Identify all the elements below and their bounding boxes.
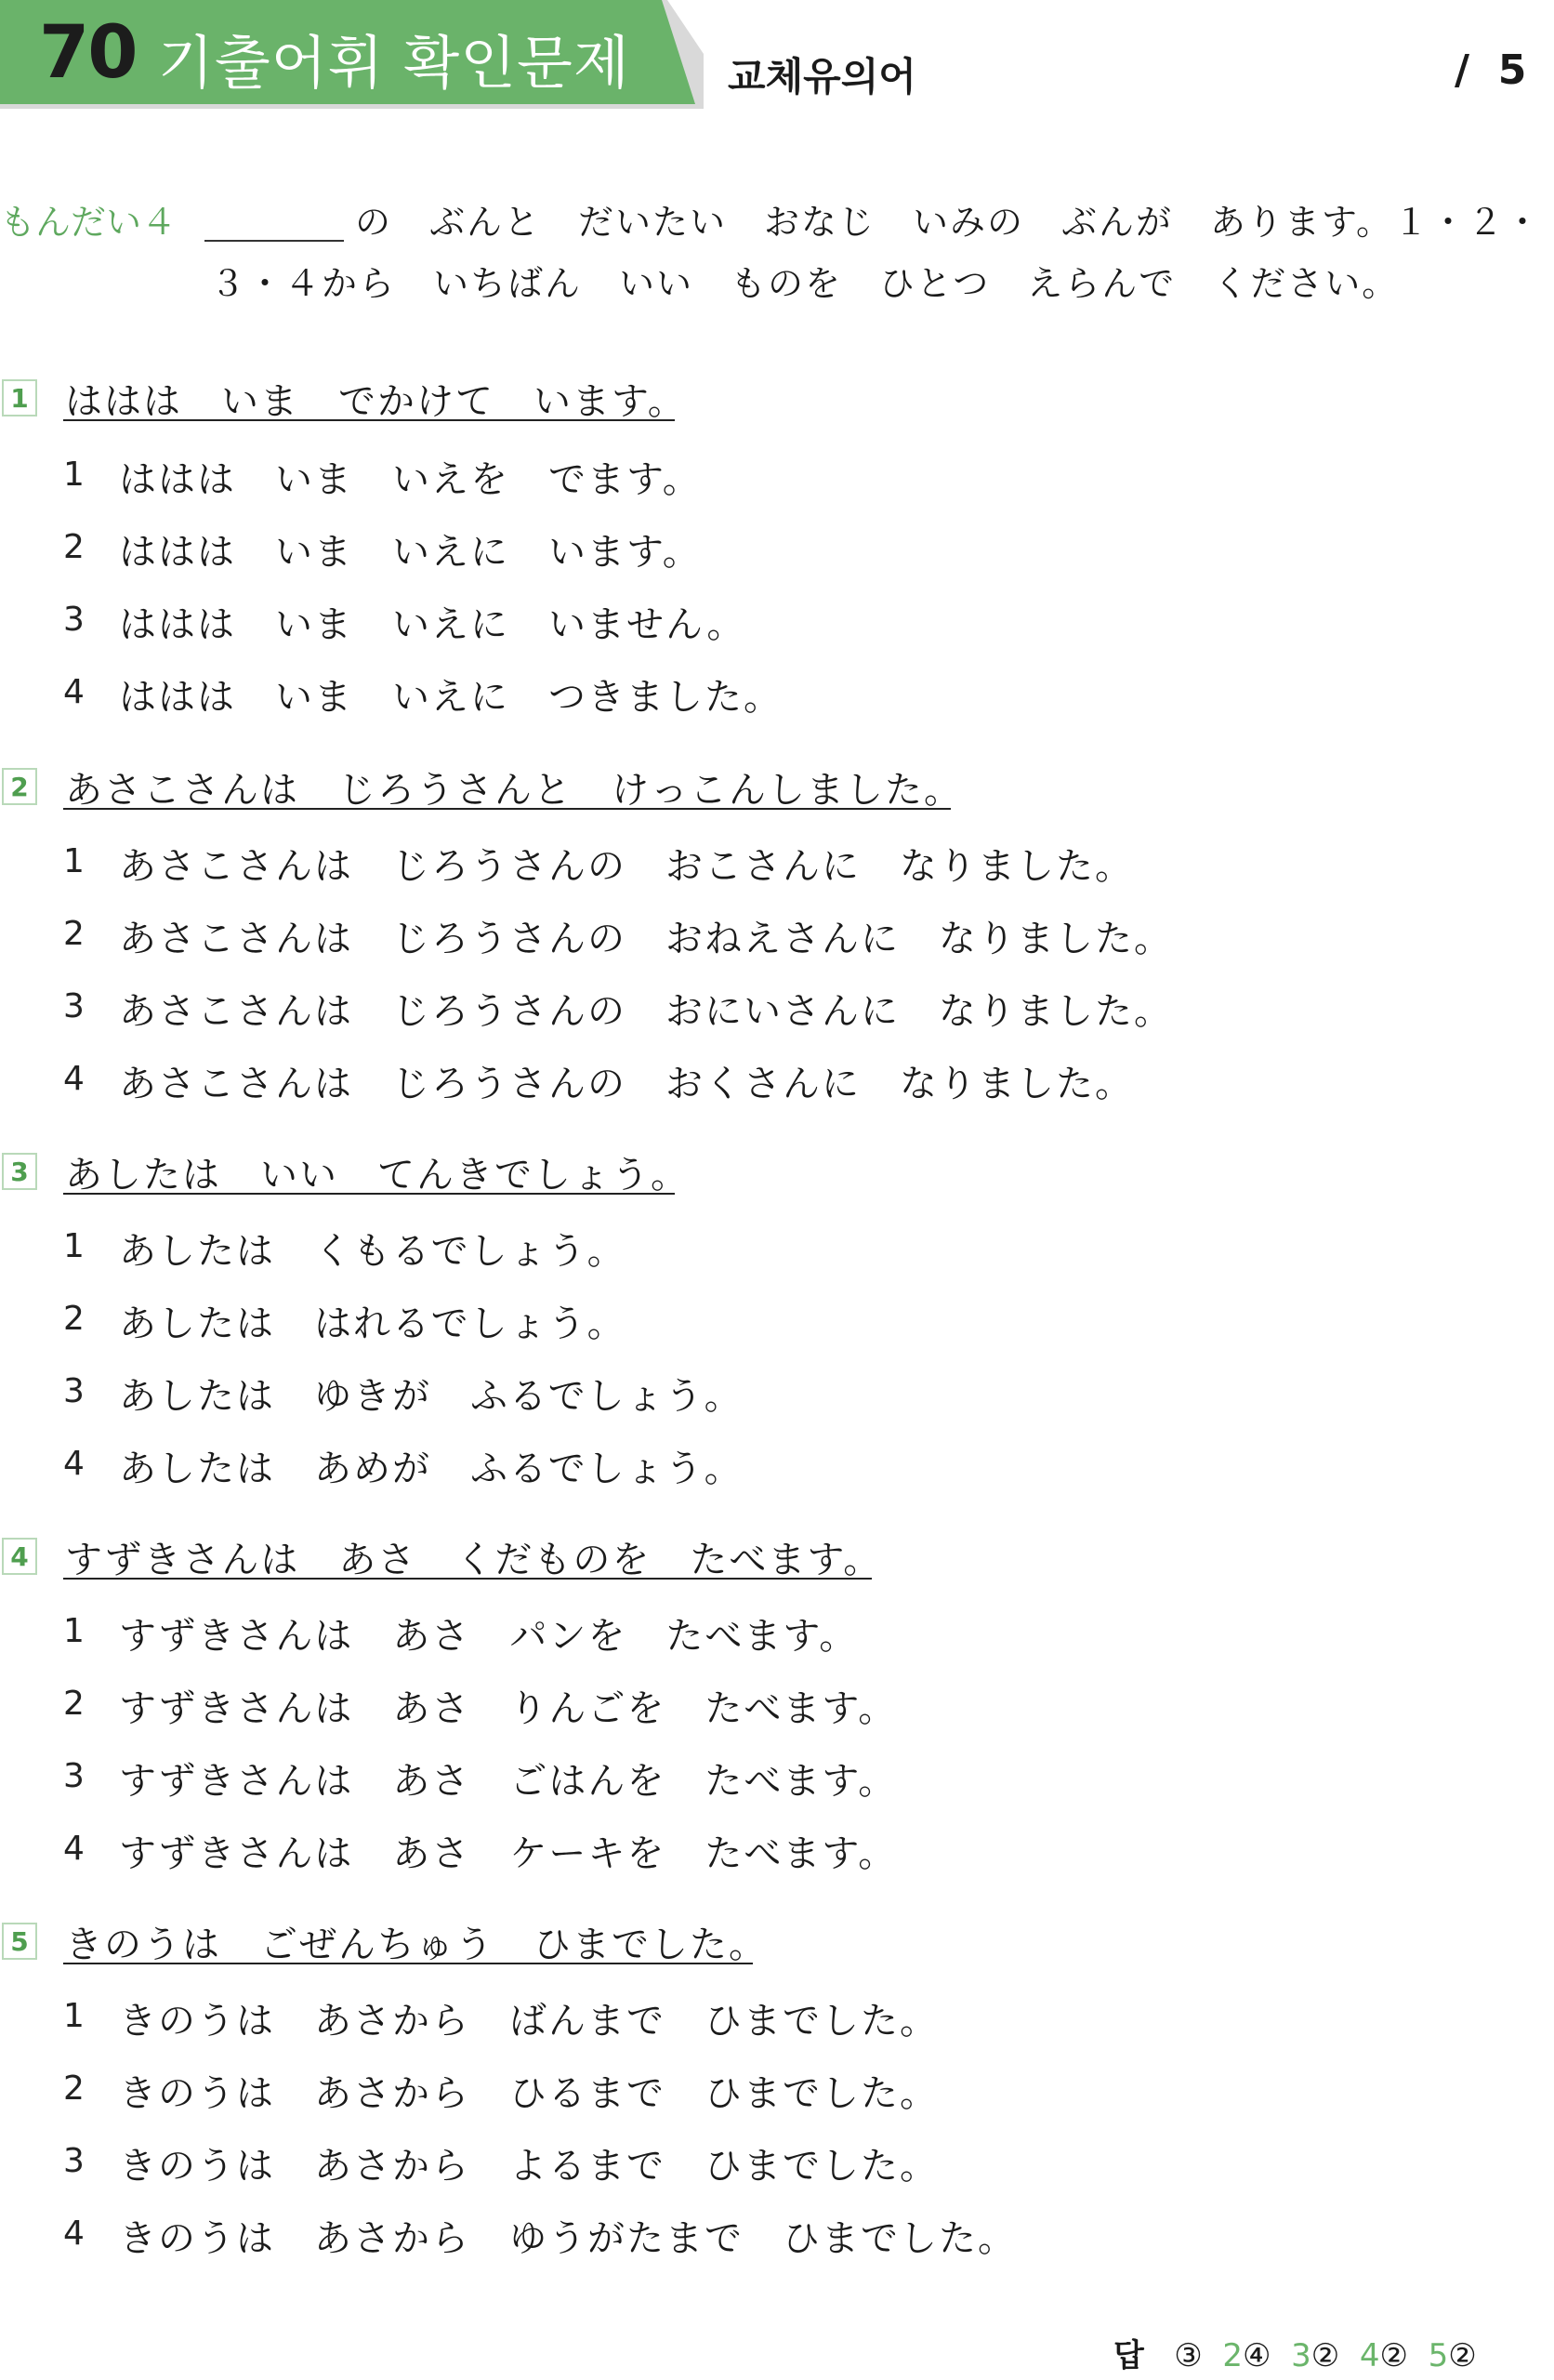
- answer-key: [1113, 2330, 1477, 2375]
- option-text[interactable]: あさこさんは じろうさんの おねえさんに なりました。: [119, 918, 1173, 960]
- question-text: ははは いま でかけて います。: [65, 380, 687, 423]
- option-number: 1: [63, 1612, 85, 1650]
- answer-key-item: ③: [1174, 2337, 1203, 2374]
- option-text[interactable]: あさこさんは じろうさんの おくさんに なりました。: [119, 1063, 1134, 1105]
- question-underline: [63, 1578, 872, 1580]
- option-number: 4: [63, 673, 85, 711]
- answer-key-number: 3: [1291, 2337, 1311, 2374]
- option-number: 3: [63, 2142, 85, 2180]
- option-text[interactable]: ははは いま いえを でます。: [119, 458, 702, 501]
- option-number: 3: [63, 1372, 85, 1410]
- option-number: 4: [63, 1830, 85, 1868]
- option-text[interactable]: ははは いま いえに います。: [119, 531, 702, 574]
- question-text: あさこさんは じろうさんと けっこんしました。: [65, 769, 963, 812]
- score-box: / 5: [1455, 46, 1527, 94]
- answer-key-item: ②: [1310, 2337, 1340, 2374]
- chapter-number: 70: [39, 11, 137, 95]
- option-number: 4: [63, 1060, 85, 1098]
- question-text: すずきさんは あさ くだものを たべます。: [65, 1539, 883, 1581]
- option-number: 1: [63, 842, 85, 880]
- answer-key-number: 4: [1359, 2337, 1380, 2374]
- option-number: 1: [63, 456, 85, 494]
- answer-key-number: 2: [1222, 2337, 1244, 2374]
- answer-key-label: 답: [1113, 2337, 1144, 2374]
- question-underline: [63, 1963, 753, 1964]
- question-number: 1: [2, 379, 37, 416]
- option-number: 3: [63, 601, 85, 639]
- option-number: 2: [63, 1685, 85, 1723]
- question-text: きのうは ごぜんちゅう ひまでした。: [65, 1924, 768, 1966]
- answer-key-item: ④: [1243, 2337, 1271, 2374]
- option-text[interactable]: きのうは あさから よるまで ひまでした。: [119, 2145, 939, 2188]
- option-text[interactable]: すずきさんは あさ ごはんを たべます。: [119, 1760, 898, 1803]
- option-text[interactable]: きのうは あさから ゆうがたまで ひまでした。: [119, 2217, 1017, 2260]
- question-number: 4: [2, 1538, 37, 1575]
- option-number: 3: [63, 1757, 85, 1795]
- option-number: 3: [63, 987, 85, 1025]
- option-number: 4: [63, 1445, 85, 1483]
- option-number: 2: [63, 2069, 85, 2108]
- answer-key-item: ②: [1379, 2337, 1409, 2374]
- instruction-text-line2: ３・４から いちばん いい ものを ひとつ えらんで ください。: [210, 263, 1400, 304]
- question-number: 2: [2, 768, 37, 805]
- option-text[interactable]: きのうは あさから ばんまで ひまでした。: [119, 2000, 939, 2043]
- instruction-blank-line: [204, 240, 344, 242]
- instruction-text-line1: の ぶんと だいたい おなじ いみの ぶんが あります。１・２・: [355, 202, 1542, 243]
- option-text[interactable]: あしたは はれるでしょう。: [119, 1302, 626, 1345]
- option-number: 4: [63, 2215, 85, 2253]
- question-underline: [63, 808, 951, 810]
- option-text[interactable]: きのうは あさから ひるまで ひまでした。: [119, 2072, 939, 2115]
- option-number: 1: [63, 1997, 85, 2035]
- question-number: 5: [2, 1923, 37, 1960]
- option-number: 2: [63, 528, 85, 566]
- chapter-title: 기출어휘 확인문제: [158, 29, 630, 97]
- question-underline: [63, 1193, 675, 1195]
- option-text[interactable]: ははは いま いえに いません。: [119, 603, 746, 646]
- option-number: 2: [63, 915, 85, 953]
- option-number: 2: [63, 1300, 85, 1338]
- option-text[interactable]: あしたは あめが ふるでしょう。: [119, 1448, 744, 1490]
- option-text[interactable]: あさこさんは じろうさんの おにいさんに なりました。: [119, 990, 1173, 1033]
- question-number: 3: [2, 1153, 37, 1190]
- option-text[interactable]: すずきさんは あさ りんごを たべます。: [119, 1687, 898, 1730]
- option-text[interactable]: すずきさんは あさ パンを たべます。: [119, 1615, 859, 1658]
- option-text[interactable]: あさこさんは じろうさんの おこさんに なりました。: [119, 845, 1134, 888]
- answer-key-number: 5: [1428, 2337, 1449, 2374]
- option-text[interactable]: ははは いま いえに つきました。: [119, 676, 783, 719]
- instruction-label: もんだい４: [0, 202, 178, 243]
- option-number: 1: [63, 1227, 85, 1265]
- question-underline: [63, 419, 675, 421]
- section-subtitle: 교체유의어: [728, 54, 916, 99]
- option-text[interactable]: あしたは くもるでしょう。: [119, 1230, 626, 1273]
- chapter-header-tab: [0, 0, 704, 109]
- answer-key-item: ②: [1448, 2337, 1477, 2374]
- question-text: あしたは いい てんきでしょう。: [65, 1154, 690, 1197]
- option-text[interactable]: すずきさんは あさ ケーキを たべます。: [119, 1832, 898, 1875]
- option-text[interactable]: あしたは ゆきが ふるでしょう。: [119, 1375, 744, 1418]
